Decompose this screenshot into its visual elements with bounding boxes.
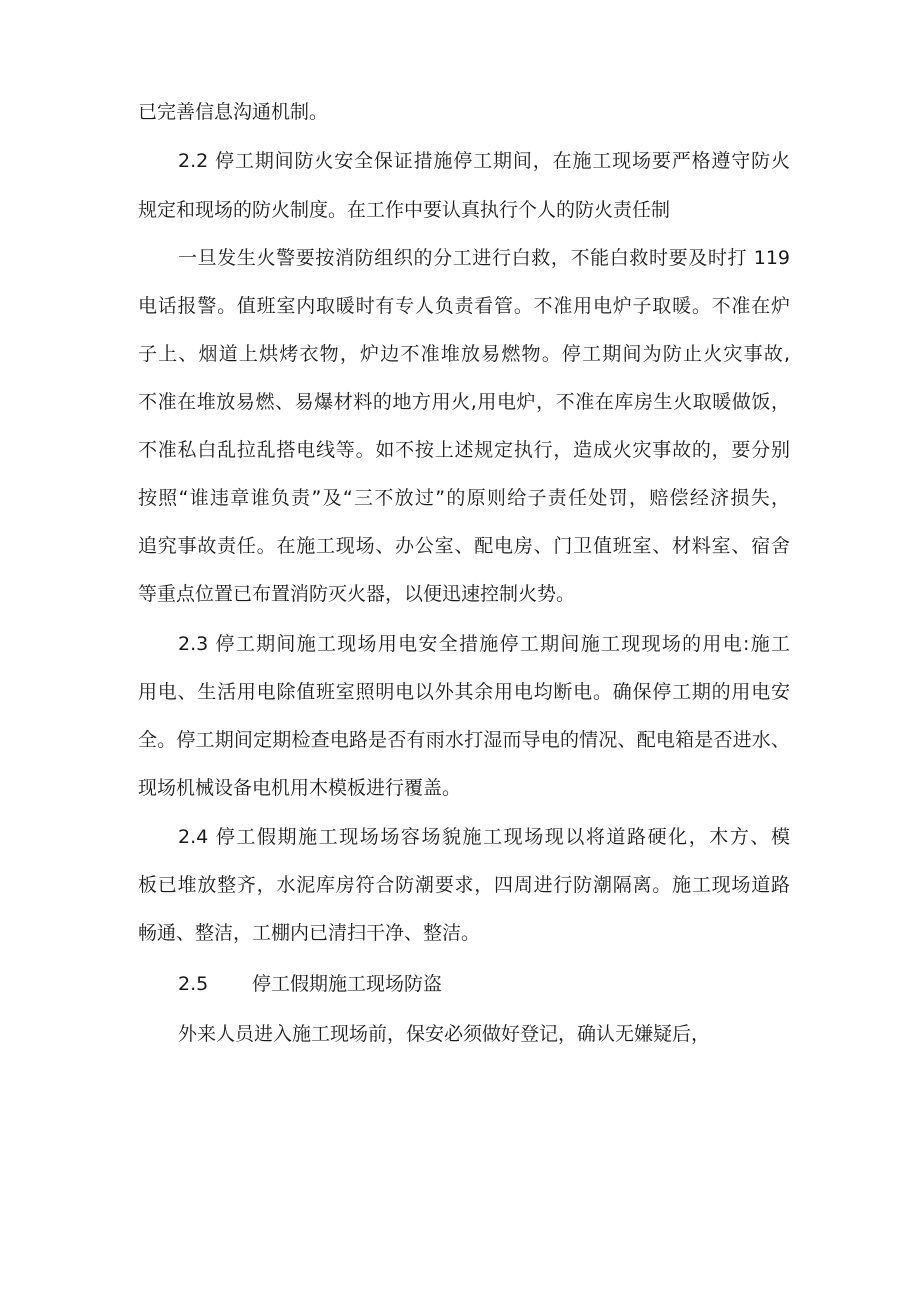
paragraph-line: 按照“谁违章谁负责”及“三不放过”的原则给子责任处罚，赔偿经济损失， xyxy=(138,487,790,509)
section-number: 2.5 xyxy=(178,973,209,995)
section-heading-2-2: 2.2 停工期间防火安全保证措施停工期间，在施工现场要严格遵守防火 xyxy=(178,150,790,172)
paragraph-line: 电话报警。值班室内取暖时有专人负责看管。不准用电炉子取暖。不准在炉 xyxy=(138,295,790,317)
paragraph-line: 已完善信息沟通机制。 xyxy=(138,101,329,123)
paragraph-line: 一旦发生火警要按消防组织的分工进行白救，不能白救时要及时打 119 xyxy=(178,247,790,269)
section-title: 停工假期施工现场防盗 xyxy=(252,973,443,995)
paragraph-line: 规定和现场的防火制度。在工作中要认真执行个人的防火责任制 xyxy=(138,199,671,221)
section-heading-2-4: 2.4 停工假期施工现场场容场貌施工现场现以将道路硬化，木方、模 xyxy=(178,826,790,848)
paragraph-line: 等重点位置已布置消防灭火器，以便迅速控制火势。 xyxy=(138,583,576,605)
paragraph-line: 板已堆放整齐，水泥库房符合防潮要求，四周进行防潮隔离。施工现场道路 xyxy=(138,874,790,896)
paragraph-line: 追究事故责任。在施工现场、办公室、配电房、门卫值班室、材料室、宿舍 xyxy=(138,535,790,557)
paragraph-line: 现场机械设备电机用木模板进行覆盖。 xyxy=(138,777,462,799)
paragraph-line: 不准私白乱拉乱搭电线等。如不按上述规定执行，造成火灾事故的，要分别 xyxy=(138,439,790,461)
paragraph-line: 畅通、整洁，工棚内已清扫干净、整洁。 xyxy=(138,922,481,944)
paragraph-line: 用电、生活用电除值班室照明电以外其余用电均断电。确保停工期的用电安 xyxy=(138,681,790,703)
paragraph-line: 不准在堆放易燃、易爆材料的地方用火,用电炉，不准在库房生火取暖做饭， xyxy=(138,391,790,413)
paragraph-line: 全。停工期间定期检查电路是否有雨水打湿而导电的情况、配电箱是否进水、 xyxy=(138,729,790,751)
paragraph-line: 外来人员进入施工现场前，保安必须做好登记，确认无嫌疑后， xyxy=(178,1023,711,1045)
section-heading-2-3: 2.3 停工期间施工现场用电安全措施停工期间施工现现场的用电:施工 xyxy=(178,633,790,655)
paragraph-line: 子上、烟道上烘烤衣物，炉边不准堆放易燃物。停工期间为防止火灾事故, xyxy=(138,343,790,365)
section-heading-2-5 xyxy=(178,970,790,998)
